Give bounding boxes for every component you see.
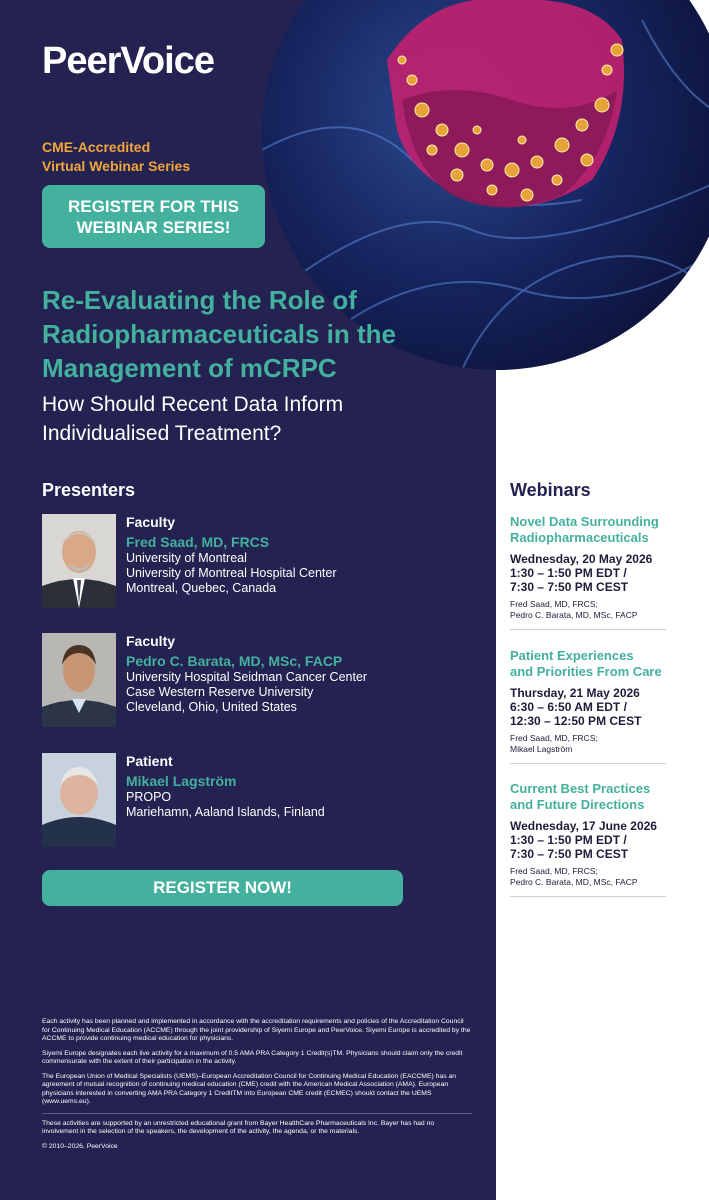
webinar-speaker: Fred Saad, MD, FRCS; bbox=[510, 599, 598, 609]
series-line-1: CME-Accredited bbox=[42, 139, 151, 155]
title-line-3: Management of mCRPC bbox=[42, 353, 337, 383]
webinar-title-line: Current Best Practices bbox=[510, 781, 651, 796]
webinar-speaker: Pedro C. Barata, MD, MSc, FACP bbox=[510, 610, 638, 620]
webinar-datetime bbox=[510, 686, 666, 728]
disclaimer-accreditation: Each activity has been planned and implemented in accordance with the accreditation requirements and policies of the Accreditation Council for Continuing Medical Education (ACCME) through the joint providership of Siyemi Europe and PeerVoice. Siyemi Europe is accredited by the ACCME to provide continuing medical education for physicians. bbox=[42, 1018, 471, 1042]
webinar-title-line: Patient Experiences bbox=[510, 648, 634, 663]
webinar-speaker: Mikael Lagström bbox=[510, 744, 573, 754]
webinar-time: 1:30 – 1:50 PM EDT / bbox=[510, 833, 627, 847]
disclaimer-uems: The European Union of Medical Specialists (UEMS)–European Accreditation Council for Continuing Medical Education (EACCME) has an agreement of mutual recognition of continuing medical education (CME) credit with the American Medical Association (AMA). European physicians interested in converting AMA PRA Category 1 CreditTM into European CME credit (ECMEC) should contact the UEMS (www.uems.eu). bbox=[42, 1072, 457, 1105]
subtitle-line-2: Individualised Treatment? bbox=[42, 422, 282, 445]
webinar-speakers bbox=[510, 599, 666, 621]
presenter-affiliation: Case Western Reserve University bbox=[126, 685, 314, 699]
disclaimer bbox=[42, 1018, 472, 1157]
peervoice-logo: PeerVoice bbox=[42, 40, 214, 82]
presenter-role: Faculty bbox=[126, 514, 176, 530]
disclaimer-credit: Siyemi Europe designates each live activity for a maximum of 0.5 AMA PRA Category 1 Credit(s)TM. Physicians should claim only the credit commensurate with the extent of their participation in the activity. bbox=[42, 1049, 463, 1065]
presenter-affiliation: PROPO bbox=[126, 790, 172, 804]
presenter-info bbox=[126, 753, 325, 820]
presenter-photo bbox=[42, 753, 116, 847]
disclaimer-divider bbox=[42, 1113, 472, 1114]
webinar-speakers bbox=[510, 866, 666, 888]
register-series-line-2: WEBINAR SERIES! bbox=[76, 217, 231, 237]
register-now-button[interactable]: REGISTER NOW! bbox=[42, 870, 403, 906]
webinar-speaker: Fred Saad, MD, FRCS; bbox=[510, 866, 598, 876]
presenter-affiliation: University Hospital Seidman Cancer Center bbox=[126, 670, 368, 684]
webinar-time: 6:30 – 6:50 AM EDT / bbox=[510, 700, 627, 714]
presenter-location: Mariehamn, Aaland Islands, Finland bbox=[126, 805, 325, 819]
webinar-title-line: and Future Directions bbox=[510, 797, 645, 812]
presenter-name: Pedro C. Barata, MD, MSc, FACP bbox=[126, 653, 343, 669]
webinar-item bbox=[510, 781, 666, 897]
webinar-speakers bbox=[510, 733, 666, 755]
webinar-date: Wednesday, 20 May 2026 bbox=[510, 552, 653, 566]
webinar-title-link[interactable] bbox=[510, 648, 666, 680]
webinar-divider bbox=[510, 763, 666, 764]
webinar-divider bbox=[510, 629, 666, 630]
webinar-time: 12:30 – 12:50 PM CEST bbox=[510, 714, 642, 728]
series-label bbox=[42, 138, 190, 176]
webinar-time: 1:30 – 1:50 PM EDT / bbox=[510, 566, 627, 580]
webinar-datetime bbox=[510, 819, 666, 861]
webinar-title-link[interactable] bbox=[510, 781, 666, 813]
webinar-title-line: Novel Data Surrounding bbox=[510, 514, 659, 529]
presenter-info bbox=[126, 633, 367, 715]
webinar-time: 7:30 – 7:50 PM CEST bbox=[510, 580, 629, 594]
presenter-affiliation: University of Montreal Hospital Center bbox=[126, 566, 337, 580]
series-line-2: Virtual Webinar Series bbox=[42, 158, 191, 174]
webinar-divider bbox=[510, 896, 666, 897]
webinar-title-line: and Priorities From Care bbox=[510, 664, 662, 679]
presenter-affiliation: University of Montreal bbox=[126, 551, 247, 565]
presenter-role: Patient bbox=[126, 753, 173, 769]
webinar-date: Wednesday, 17 June 2026 bbox=[510, 819, 657, 833]
presenter-card bbox=[42, 633, 482, 728]
webinar-item bbox=[510, 514, 666, 630]
presenter-info bbox=[126, 514, 337, 596]
presenter-location: Montreal, Quebec, Canada bbox=[126, 581, 277, 595]
register-series-line-1: REGISTER FOR THIS bbox=[68, 196, 239, 216]
webinar-date: Thursday, 21 May 2026 bbox=[510, 686, 640, 700]
webinar-subtitle bbox=[42, 390, 482, 448]
webinar-datetime bbox=[510, 552, 666, 594]
disclaimer-grant: These activities are supported by an unrestricted educational grant from Bayer HealthCare Pharmaceuticals Inc. Bayer has had no involvement in the selection of the speakers, the development of the activity, the agenda, or the materials. bbox=[42, 1119, 435, 1135]
presenter-name: Fred Saad, MD, FRCS bbox=[126, 534, 270, 550]
presenter-name: Mikael Lagström bbox=[126, 773, 237, 789]
webinar-title-line: Radiopharmaceuticals bbox=[510, 530, 649, 545]
presenter-photo bbox=[42, 633, 116, 727]
webinar-item bbox=[510, 648, 666, 764]
webinar-speaker: Fred Saad, MD, FRCS; bbox=[510, 733, 598, 743]
webinars-heading: Webinars bbox=[510, 480, 591, 500]
register-series-button[interactable] bbox=[42, 185, 265, 248]
presenter-role: Faculty bbox=[126, 633, 176, 649]
presenter-card bbox=[42, 753, 482, 848]
presenters-heading: Presenters bbox=[42, 480, 136, 500]
presenter-location: Cleveland, Ohio, United States bbox=[126, 700, 297, 714]
title-line-2: Radiopharmaceuticals in the bbox=[42, 319, 396, 349]
webinar-title-link[interactable] bbox=[510, 514, 666, 546]
title-line-1: Re-Evaluating the Role of bbox=[42, 285, 357, 315]
copyright: © 2010–2026, PeerVoice bbox=[42, 1142, 118, 1150]
webinar-title bbox=[42, 283, 482, 385]
webinar-time: 7:30 – 7:50 PM CEST bbox=[510, 847, 629, 861]
presenter-card bbox=[42, 514, 482, 609]
subtitle-line-1: How Should Recent Data Inform bbox=[42, 393, 344, 416]
webinar-speaker: Pedro C. Barata, MD, MSc, FACP bbox=[510, 877, 638, 887]
presenter-photo bbox=[42, 514, 116, 608]
